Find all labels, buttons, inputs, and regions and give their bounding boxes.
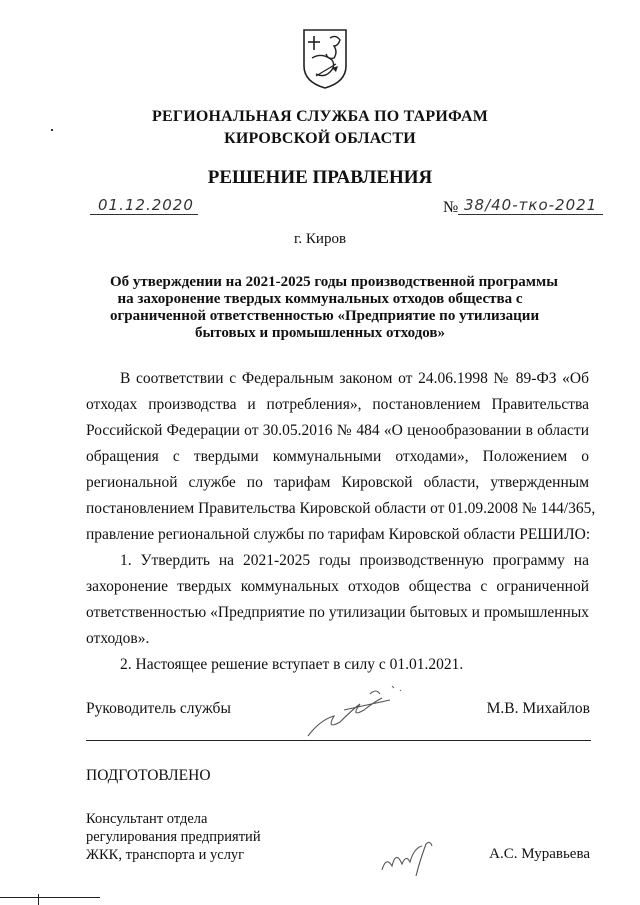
preamble-paragraph <box>86 366 596 548</box>
item-2-paragraph <box>86 652 589 678</box>
body-line: региональной службе по тарифам Кировской области, утвержденным <box>86 474 589 491</box>
org-name-line1: РЕГИОНАЛЬНАЯ СЛУЖБА ПО ТАРИФАМ <box>151 108 489 125</box>
body-line: отходов». <box>86 630 150 647</box>
body-line: 2. Настоящее решение вступает в силу с 01.01.2021. <box>120 656 464 673</box>
footer-rule <box>0 897 100 898</box>
signatory-name: М.В. Михайлов <box>486 700 590 717</box>
title-line: бытовых и промышленных отходов» <box>194 325 446 341</box>
decision-date: 01.12.2020 <box>90 196 198 215</box>
position-line: Консультант отдела <box>86 811 208 827</box>
title-line: на захоронение твердых коммунальных отходов общества с <box>117 291 523 307</box>
title-line: Об утверждении на 2021-2025 годы производственной программы <box>110 274 558 290</box>
body-line: отходах производства и потребления», постановлением Правительства <box>86 396 589 413</box>
body-line: В соответствии с Федеральным законом от 24.06.1998 № 89-ФЗ «Об <box>120 370 589 387</box>
org-name-line2: КИРОВСКОЙ ОБЛАСТИ <box>224 130 416 147</box>
decision-number: 38/40-тко-2021 <box>458 196 603 215</box>
preparer-position <box>86 810 261 864</box>
position-line: регулирования предприятий <box>86 829 261 845</box>
signatory-role: Руководитель службы <box>86 700 231 717</box>
item-1-paragraph <box>86 548 589 652</box>
number-sign: № <box>443 199 459 216</box>
body-line: ответственностью «Предприятие по утилизации бытовых и промышленных <box>86 604 589 621</box>
divider-line <box>86 740 591 741</box>
body-line: захоронение твердых коммунальных отходов общества с ограниченной <box>86 578 589 595</box>
position-line: ЖКК, транспорта и услуг <box>86 847 245 863</box>
body-line: 1. Утвердить на 2021-2025 годы производственную программу на <box>120 552 589 569</box>
body-line: постановлением Правительства Кировской области от 01.09.2008 № 144/365, <box>86 500 596 517</box>
document-title <box>110 274 558 342</box>
preparer-signature <box>376 836 446 880</box>
preparer-name: А.С. Муравьева <box>489 846 590 862</box>
coat-of-arms-emblem <box>302 28 348 90</box>
document-type-heading: РЕШЕНИЕ ПРАВЛЕНИЯ <box>207 167 433 188</box>
body-line: обращения с твердыми коммунальными отходами», Положением о <box>86 448 589 465</box>
city-label: г. Киров <box>293 231 347 247</box>
body-line: правление региональной службы по тарифам Кировской области РЕШИЛО: <box>86 526 591 543</box>
footer-tick <box>38 894 39 905</box>
title-line: ограниченной ответственностью «Предприятие по утилизации <box>110 308 540 324</box>
body-line: Российской Федерации от 30.05.2016 № 484 «О ценообразовании в области <box>86 422 589 439</box>
prepared-label: ПОДГОТОВЛЕНО <box>86 767 211 784</box>
director-signature <box>300 680 430 742</box>
